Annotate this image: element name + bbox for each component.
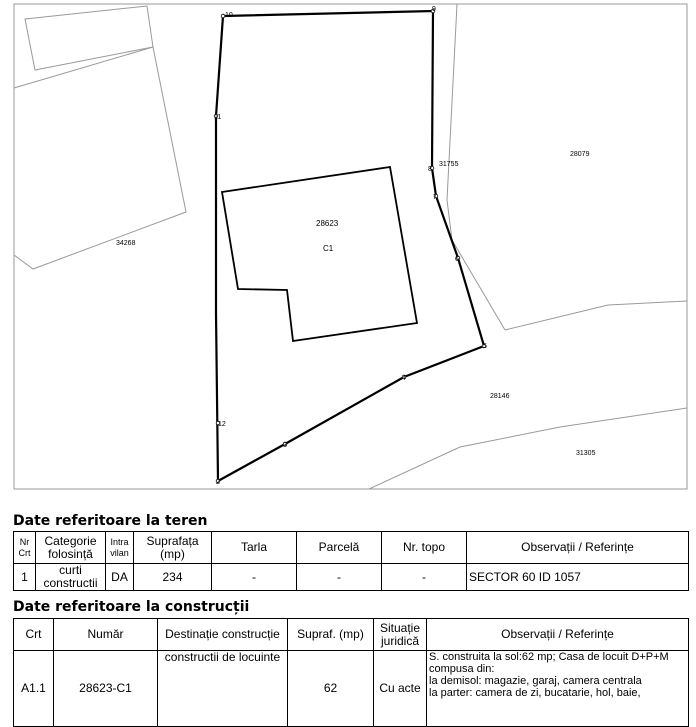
land-cell-observatii: SECTOR 60 ID 1057 xyxy=(467,564,689,591)
land-cell-nr: 1 xyxy=(14,564,36,591)
neighbor-label: 34268 xyxy=(116,240,136,247)
land-table xyxy=(13,531,689,591)
vertex-label: 6 xyxy=(455,256,459,263)
vertex-markers xyxy=(214,9,486,483)
neighbor-parcel-34268 xyxy=(14,47,186,269)
neighbor-label: 31755 xyxy=(439,161,459,168)
table-row xyxy=(14,651,689,727)
vertex-label: 7 xyxy=(433,194,437,201)
constructions-cell-numar: 28623-C1 xyxy=(54,651,158,727)
neighbor-label: 31305 xyxy=(576,450,596,457)
building-label: C1 xyxy=(323,244,334,253)
land-header-observatii: Observații / Referințe xyxy=(467,532,689,564)
plan-frame xyxy=(14,4,687,489)
constructions-header-situatie: Situație juridică xyxy=(374,619,427,651)
parcel-boundary xyxy=(216,11,484,481)
land-cell-tarla: - xyxy=(212,564,297,591)
vertex-label: 2 xyxy=(216,479,220,486)
constructions-cell-observatii: S. construita la sol:62 mp; Casa de locuit D+P+M compusa din: la demisol: magazie, garaj, camera centrala la parter: camera de zi, bucatarie, hol, baie, xyxy=(427,651,689,727)
constructions-table-header-row xyxy=(14,619,689,651)
land-header-parcela: Parcelă xyxy=(297,532,382,564)
vertex-label: 12 xyxy=(218,421,226,428)
vertex-label: 4 xyxy=(402,375,406,382)
constructions-section-title: Date referitoare la construcții xyxy=(13,599,250,615)
neighbor-label: 28079 xyxy=(570,151,590,158)
constructions-header-observatii: Observații / Referințe xyxy=(427,619,689,651)
land-header-nr: Nr Crt xyxy=(14,532,36,564)
land-header-intravilan: Intra vilan xyxy=(106,532,134,564)
building-c1 xyxy=(222,167,417,341)
constructions-cell-crt: A1.1 xyxy=(14,651,54,727)
vertex-label: 3 xyxy=(283,442,287,449)
table-row xyxy=(14,564,689,591)
vertex-label: 8 xyxy=(428,166,432,173)
land-cell-categorie: curti constructii xyxy=(36,564,106,591)
land-cell-nr-topo: - xyxy=(382,564,467,591)
constructions-table xyxy=(13,618,689,727)
vertex-label: 9 xyxy=(432,6,436,13)
constructions-header-destinatie: Destinație construcție xyxy=(158,619,288,651)
parcel-number: 28623 xyxy=(316,219,339,228)
neighbor-boundary-28079 xyxy=(505,301,687,330)
neighbor-label: 28146 xyxy=(490,393,510,400)
land-cell-parcela: - xyxy=(297,564,382,591)
constructions-header-suprafata: Supraf. (mp) xyxy=(288,619,374,651)
land-cell-intravilan: DA xyxy=(106,564,134,591)
land-header-tarla: Tarla xyxy=(212,532,297,564)
land-section-title: Date referitoare la teren xyxy=(13,513,208,529)
constructions-cell-destinatie: constructii de locuinte xyxy=(158,651,288,727)
neighbor-parcel-a xyxy=(25,6,153,70)
vertex-label: 11 xyxy=(214,114,222,121)
neighbor-parcels xyxy=(14,4,687,489)
neighbor-boundary-31305 xyxy=(369,408,687,489)
land-header-suprafata: Suprafața (mp) xyxy=(134,532,212,564)
constructions-header-numar: Număr xyxy=(54,619,158,651)
vertex-label: 10 xyxy=(225,12,233,19)
land-table-header-row xyxy=(14,532,689,564)
constructions-header-crt: Crt xyxy=(14,619,54,651)
land-header-nr-topo: Nr. topo xyxy=(382,532,467,564)
constructions-cell-suprafata: 62 xyxy=(288,651,374,727)
constructions-cell-situatie: Cu acte xyxy=(374,651,427,727)
land-header-categorie: Categorie folosință xyxy=(36,532,106,564)
vertex-label: 5 xyxy=(483,343,487,350)
land-cell-suprafata: 234 xyxy=(134,564,212,591)
